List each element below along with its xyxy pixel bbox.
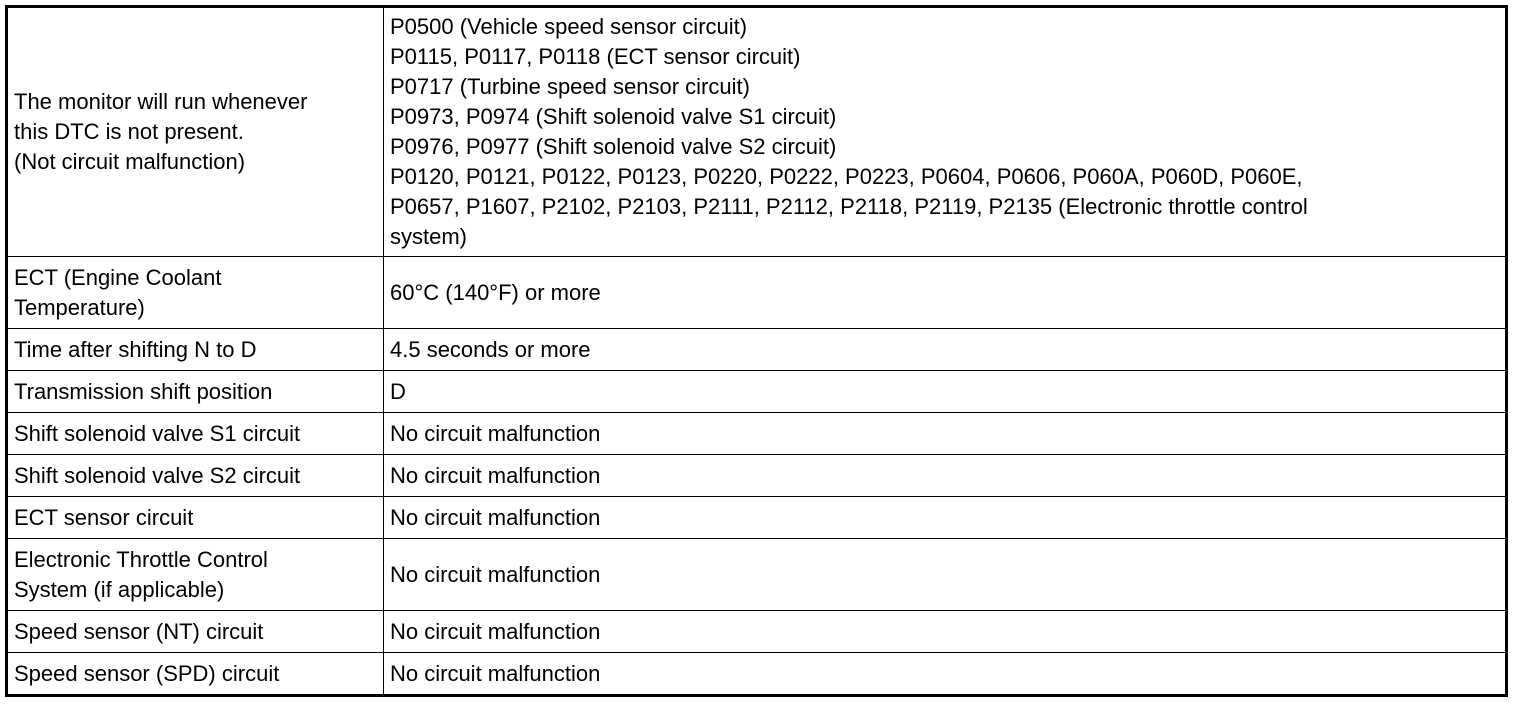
condition-item-line: ECT (Engine Coolant <box>14 264 222 290</box>
condition-value-text: 4.5 seconds or more <box>390 336 591 362</box>
dtc-list-line: P0717 (Turbine speed sensor circuit) <box>390 74 750 99</box>
condition-item-cell <box>7 257 384 329</box>
dtc-list-line: P0120, P0121, P0122, P0123, P0220, P0222, P0223, P0604, P0606, P060A, P060D, P060E, <box>390 164 1303 189</box>
condition-value-text: 60°C (140°F) or more <box>390 279 601 305</box>
table-row-speed-sensor-nt <box>7 611 1507 653</box>
condition-value-text: No circuit malfunction <box>390 420 601 446</box>
condition-item-line: The monitor will run whenever <box>14 89 308 114</box>
condition-item-cell <box>7 539 384 611</box>
table-row-shift-position <box>7 371 1507 413</box>
condition-value-cell <box>384 413 1507 455</box>
table-row-shift-solenoid-s2 <box>7 455 1507 497</box>
table-row-speed-sensor-spd <box>7 653 1507 696</box>
condition-item-cell <box>7 413 384 455</box>
dtc-list-line: P0973, P0974 (Shift solenoid valve S1 circuit) <box>390 104 837 129</box>
condition-item-cell <box>7 7 384 257</box>
condition-item-cell <box>7 455 384 497</box>
condition-value-text: D <box>390 378 406 404</box>
table-row-ect-sensor <box>7 497 1507 539</box>
condition-value-cell <box>384 371 1507 413</box>
condition-item-line: Speed sensor (NT) circuit <box>14 618 264 644</box>
condition-item-line: Electronic Throttle Control <box>14 546 268 572</box>
condition-item-line: Transmission shift position <box>14 378 273 404</box>
dtc-list-line: P0976, P0977 (Shift solenoid valve S2 circuit) <box>390 134 837 159</box>
table-row-ect <box>7 257 1507 329</box>
condition-item-cell <box>7 497 384 539</box>
condition-value-cell <box>384 329 1507 371</box>
condition-value-cell <box>384 653 1507 696</box>
condition-item-cell <box>7 329 384 371</box>
table-row-throttle-control <box>7 539 1507 611</box>
condition-value-text: No circuit malfunction <box>390 504 601 530</box>
condition-item-line: Shift solenoid valve S2 circuit <box>14 462 301 488</box>
condition-item-line: ECT sensor circuit <box>14 504 194 530</box>
condition-item-line: Temperature) <box>14 294 145 320</box>
table-row-shift-solenoid-s1 <box>7 413 1507 455</box>
condition-value-cell <box>384 455 1507 497</box>
condition-item-cell <box>7 653 384 696</box>
dtc-list-line: system) <box>390 224 467 249</box>
dtc-list-line: P0500 (Vehicle speed sensor circuit) <box>390 14 748 39</box>
condition-value-text: No circuit malfunction <box>390 561 601 587</box>
condition-value-text: No circuit malfunction <box>390 618 601 644</box>
condition-value-cell <box>384 7 1507 257</box>
dtc-list-line: P0115, P0117, P0118 (ECT sensor circuit) <box>390 44 801 69</box>
condition-value-text: No circuit malfunction <box>390 462 601 488</box>
condition-item-line: Shift solenoid valve S1 circuit <box>14 420 301 446</box>
dtc-list-line: P0657, P1607, P2102, P2103, P2111, P2112, P2118, P2119, P2135 (Electronic throttle control <box>390 194 1308 219</box>
table-row-dtc-not-present <box>7 7 1507 257</box>
condition-item-line: (Not circuit malfunction) <box>14 149 246 174</box>
condition-item-line: this DTC is not present. <box>14 119 244 144</box>
table-row-time-after-shifting <box>7 329 1507 371</box>
monitor-conditions-table <box>5 5 1508 697</box>
condition-value-text: No circuit malfunction <box>390 660 601 686</box>
condition-value-cell <box>384 611 1507 653</box>
condition-item-line: System (if applicable) <box>14 576 225 602</box>
condition-item-cell <box>7 611 384 653</box>
condition-item-line: Time after shifting N to D <box>14 336 257 362</box>
condition-value-cell <box>384 257 1507 329</box>
condition-item-line: Speed sensor (SPD) circuit <box>14 660 280 686</box>
condition-value-cell <box>384 497 1507 539</box>
condition-value-cell <box>384 539 1507 611</box>
condition-item-cell <box>7 371 384 413</box>
